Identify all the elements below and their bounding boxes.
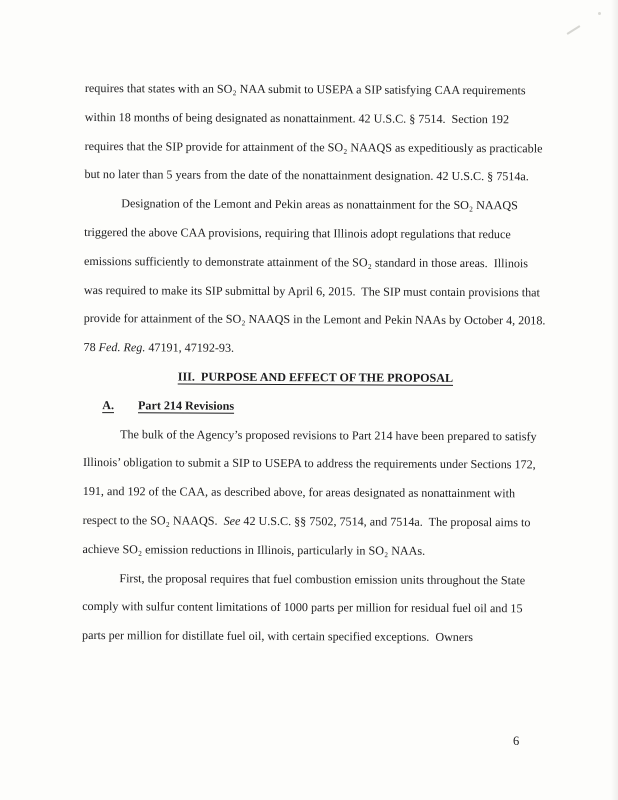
text-run: See xyxy=(223,513,241,528)
paragraph xyxy=(82,420,547,566)
text-run: The bulk of the Agency’s proposed revisions to Part 214 have been prepared to satisfy Illinois’ obligation to submit a SIP to USEPA to address the requirements under Sections 172, 191, and 192 of the CAA, as described above, for areas designated as nonattainment with respect to the SO₂ NAAQS. xyxy=(82,426,540,528)
scan-artifact-mark xyxy=(567,25,581,35)
subsection-title: Part 214 Revisions xyxy=(137,398,235,413)
section-heading-text: III. PURPOSE AND EFFECT OF THE PROPOSAL xyxy=(177,369,454,385)
subsection-heading xyxy=(83,391,547,422)
scan-artifact-dot xyxy=(598,12,601,15)
paragraph xyxy=(82,564,546,653)
page-edge-shade xyxy=(611,0,618,800)
text-run: Fed. Reg. xyxy=(98,340,146,355)
text-run: First, the proposal requires that fuel combustion emission units throughout the State comply with sulfur content limitations of 1000 parts per million for residual fuel oil and 15 parts per million for distillate fuel oil, with certain specified exceptions. Owners xyxy=(82,570,529,645)
section-heading xyxy=(83,362,547,393)
document-body xyxy=(82,74,549,652)
text-run: Designation of the Lemont and Pekin areas as nonattainment for the SO₂ NAAQS triggered the above CAA provisions, requiring that Illinois adopt regulations that reduce emissions sufficiently to demonstrate attainment of the SO₂ standard in those areas. Illinois was required to make its SIP submittal by April 6, 2015. The SIP must contain provisions that provide for attainment of the SO₂ NAAQS in the Lemont and Pekin NAAs by October 4, 2018. 78 xyxy=(83,196,549,355)
text-run: 42 U.S.C. §§ 7502, 7514, and 7514a. The proposal aims to achieve SO₂ emission reductions in Illinois, particularly in SO₂ NAAs. xyxy=(82,513,534,558)
page-number: 6 xyxy=(513,734,520,748)
subsection-letter: A. xyxy=(102,397,115,412)
paragraph xyxy=(84,74,549,192)
text-run: requires that states with an SO₂ NAA submit to USEPA a SIP satisfying CAA requirements within 18 months of being designated as nonattainment. 42 U.S.C. § 7514. Section 192 requires that the SIP provide for attainment of the SO₂ NAAQS as expeditiously as practicable but no later than 5 years from the date of the nonattainment designation. 42 U.S.C. § 7514a. xyxy=(84,80,546,184)
paragraph xyxy=(83,189,548,364)
text-run: 47191, 47192-93. xyxy=(145,340,235,355)
